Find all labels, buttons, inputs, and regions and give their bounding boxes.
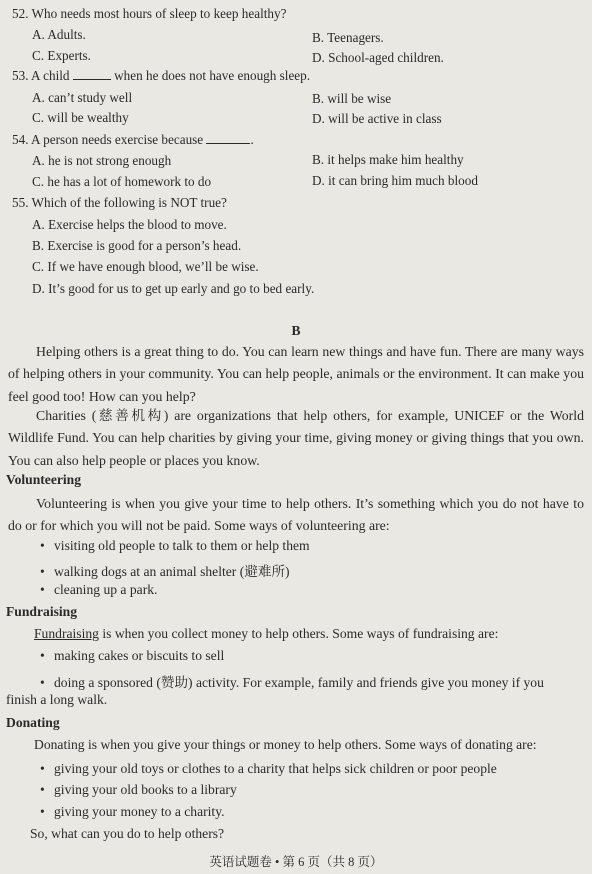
volunteering-item-1: [40, 538, 310, 554]
volunteering-item-3: [40, 582, 157, 598]
q52-option-b: B. Teenagers.: [312, 30, 384, 45]
intro-text-2: Charities (慈善机构) are organizations that help others, for example, UNICEF or the World Wildlife Fund. You can help charities by giving your time, giving money or giving things that you own. You can also help people or places you know.: [8, 408, 584, 468]
question-55-stem: 55. Which of the following is NOT true?: [12, 195, 227, 210]
fundraising-line: [34, 626, 498, 642]
question-53-stem: [12, 68, 310, 84]
fundraising-item-2: [40, 671, 544, 691]
donating-item-2: [40, 782, 237, 798]
volunteering-item-1-text: visiting old people to talk to them or help them: [54, 538, 310, 553]
bullet-mark: •: [40, 675, 45, 690]
donating-item-2-text: giving your old books to a library: [54, 782, 237, 797]
q54-stem-before: 54. A person needs exercise because: [12, 132, 204, 147]
bullet-mark: •: [40, 782, 45, 797]
volunteering-heading: Volunteering: [6, 472, 82, 487]
fundraising-text: is when you collect money to help others. Some ways of fundraising are:: [102, 626, 499, 641]
intro-paragraph-1: [8, 341, 584, 408]
intro-text-1: Helping others is a great thing to do. You can learn new things and have fun. There are many ways of helping others in your community. You can help people, animals or the environment. It can make you feel good too! How can you help?: [8, 344, 584, 404]
fundraising-continuation: finish a long walk.: [6, 692, 108, 707]
donating-item-1: [40, 761, 497, 777]
bullet-mark: •: [40, 564, 45, 579]
q54-stem-after: .: [250, 132, 254, 147]
q53-option-c: C. will be wealthy: [32, 110, 129, 125]
q52-option-c: C. Experts.: [32, 48, 91, 63]
donating-closing: So, what can you do to help others?: [30, 826, 225, 841]
volunteering-paragraph: [8, 493, 584, 538]
q53-stem-before: 53. A child: [12, 68, 70, 83]
donating-heading: Donating: [6, 715, 60, 730]
q53-stem-after: when he does not have enough sleep.: [114, 68, 311, 83]
bullet-mark: •: [40, 538, 45, 553]
fundraising-heading: Fundraising: [6, 604, 78, 619]
q53-blank: [73, 69, 111, 80]
bullet-mark: •: [40, 648, 45, 663]
bullet-mark: •: [40, 761, 45, 776]
donating-item-3: [40, 804, 225, 820]
fundraising-item-1-text: making cakes or biscuits to sell: [54, 648, 225, 663]
volunteering-text: Volunteering is when you give your time to help others. It’s something which you do not have to do or for which you will not be paid. Some ways of volunteering are:: [8, 496, 584, 534]
q55-option-b: B. Exercise is good for a person’s head.: [32, 238, 242, 253]
volunteering-item-2-text: walking dogs at an animal shelter (避难所): [54, 564, 290, 579]
q54-option-d: D. it can bring him much blood: [312, 173, 478, 188]
q52-option-a: A. Adults.: [32, 27, 86, 42]
volunteering-item-2: [40, 560, 290, 580]
q53-option-a: A. can’t study well: [32, 90, 133, 105]
donating-text: Donating is when you give your things or money to help others. Some ways of donating are:: [34, 737, 537, 752]
question-54-stem: [12, 132, 254, 148]
q52-option-d: D. School-aged children.: [312, 50, 444, 65]
bullet-mark: •: [40, 582, 45, 597]
volunteering-item-3-text: cleaning up a park.: [54, 582, 158, 597]
q54-option-b: B. it helps make him healthy: [312, 152, 464, 167]
section-b-label: B: [291, 323, 301, 338]
q53-option-b: B. will be wise: [312, 91, 392, 106]
q55-option-a: A. Exercise helps the blood to move.: [32, 217, 227, 232]
bullet-mark: •: [40, 804, 45, 819]
fundraising-item-2-text: doing a sponsored (赞助) activity. For example, family and friends give you money if you: [54, 675, 544, 690]
donating-item-3-text: giving your money to a charity.: [54, 804, 225, 819]
q54-blank: [206, 133, 250, 144]
page-footer: 英语试题卷 • 第 6 页（共 8 页）: [209, 855, 383, 869]
q55-option-c: C. If we have enough blood, we’ll be wise.: [32, 259, 259, 274]
q53-option-d: D. will be active in class: [312, 111, 442, 126]
q54-option-a: A. he is not strong enough: [32, 153, 172, 168]
donating-item-1-text: giving your old toys or clothes to a charity that helps sick children or poor people: [54, 761, 497, 776]
fundraising-item-1: [40, 648, 224, 664]
q55-option-d: D. It’s good for us to get up early and go to bed early.: [32, 281, 315, 296]
question-52-stem: 52. Who needs most hours of sleep to keep healthy?: [12, 6, 287, 21]
fundraising-term: Fundraising: [34, 626, 99, 641]
intro-paragraph-2: [8, 405, 584, 472]
q54-option-c: C. he has a lot of homework to do: [32, 174, 212, 189]
